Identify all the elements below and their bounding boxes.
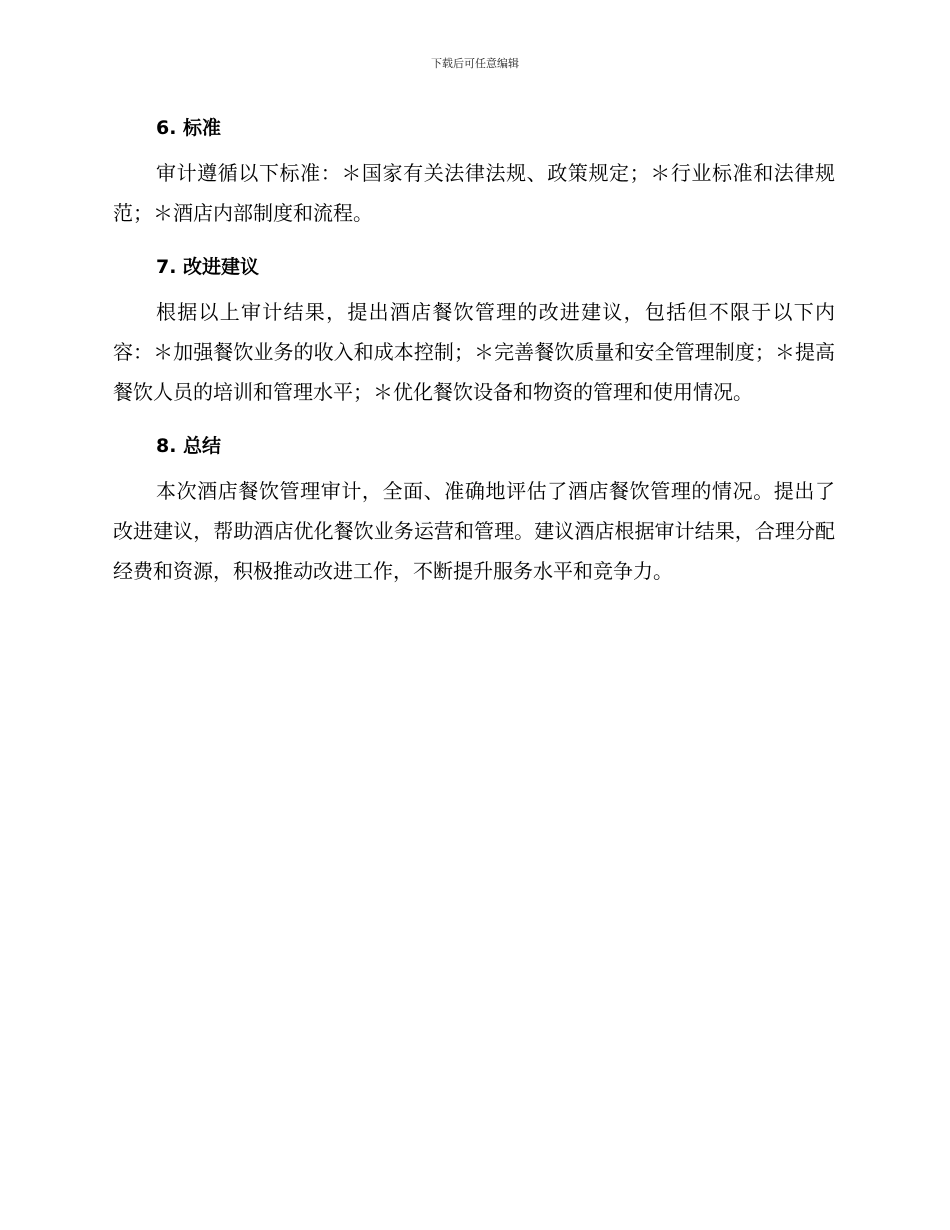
section-paragraph: 根据以上审计结果，提出酒店餐饮管理的改进建议，包括但不限于以下内容：＊加强餐饮业务的收入和成本控制；＊完善餐饮质量和安全管理制度；＊提高餐饮人员的培训和管理水平；＊优化餐饮设备和物资的管理和使用情况。	[113, 300, 835, 404]
section-standards	[113, 108, 835, 233]
section-paragraph: 本次酒店餐饮管理审计，全面、准确地评估了酒店餐饮管理的情况。提出了改进建议，帮助酒店优化餐饮业务运营和管理。建议酒店根据审计结果，合理分配经费和资源，积极推动改进工作，不断提升服务水平和竞争力。	[113, 479, 835, 583]
document-body	[113, 108, 835, 605]
section-improvement-suggestions	[113, 247, 835, 412]
section-heading: 7. 改进建议	[156, 256, 260, 278]
section-summary	[113, 426, 835, 591]
page-header-note: 下载后可任意编辑	[431, 57, 519, 70]
section-heading: 6. 标准	[156, 117, 222, 139]
section-paragraph: 审计遵循以下标准：＊国家有关法律法规、政策规定；＊行业标准和法律规范；＊酒店内部制度和流程。	[113, 161, 835, 225]
section-heading: 8. 总结	[156, 435, 222, 457]
